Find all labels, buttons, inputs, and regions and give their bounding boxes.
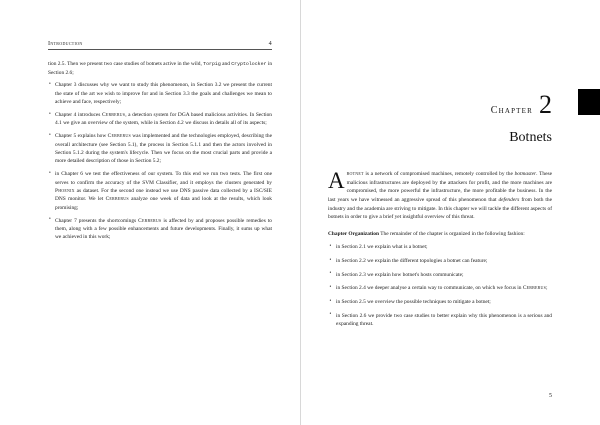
list-item: • in Section 2.6 we provide two case studies to better explain why this phenomenon is a serious and expanding threat. (328, 312, 552, 328)
right-page (300, 0, 600, 425)
chapter-organization-text: The remainder of the chapter is organized in the following fashion: (380, 230, 525, 237)
inline-code-cryptolocker: Cryptolocker (231, 62, 267, 67)
list-item: • in Section 2.1 we explain what is a botnet; (328, 243, 552, 251)
chapter-opening-paragraph: A botnet is a network of compromised machines, remotely controlled by the botmaster. These malicious infrastructures are deployed by the attackers for profit, and the more machines are compromised, the more powerful the infrastructure, the more profitable the business. In the last years we have witnessed an aggressive spread of this phenomenon that defenders from both the industry and the academia are striving to mitigate. In this chapter we will tackle the different aspects of botnets in order to give a brief yet insightful overview of this threat. (328, 168, 552, 221)
chapter-thumb-marker (578, 89, 600, 115)
term-botmaster: botmaster (514, 171, 537, 177)
term-cerberus: Cerberus (102, 112, 126, 119)
chapter-title: Botnets (509, 130, 552, 145)
opening-smallcaps: botnet (346, 171, 364, 177)
term-cerberus: Cerberus (138, 217, 162, 224)
list-item: • Chapter 5 explains how Cerberus was implemented and the technologies employed, describing the overall architecture (see Section 5.1), the process in Section 5.1.1 and then the actors involved in Section 5.1.2 during the system's lifecycle. Then we focus on the most crucial parts and provide a more detailed description of those in Section 5.2; (48, 132, 272, 166)
chapter-header (328, 90, 552, 119)
paragraph-continuation: tion 2.5. Then we present two case studies of botnets active in the wild, Torpig and Cryptolocker in Section 2.6; (48, 61, 273, 76)
term-cerberus: Cerberus (522, 285, 547, 292)
term-phoenix: Phoenix (55, 188, 75, 195)
chapter-organization-label: Chapter Organization (328, 230, 379, 237)
chapter-organization-paragraph (328, 230, 552, 239)
chapter-label: Chapter (490, 105, 533, 116)
left-page-folio: 4 (268, 40, 272, 47)
chapter-summary-list (48, 81, 272, 241)
chapter-number: 2 (539, 90, 552, 119)
list-item: • Chapter 7 presents the shortcomings Cerberus is affected by and proposes possible remedies to them, along with a few possible enhancements and future developments. Finally, it sums up what we achieved in this work; (48, 217, 272, 242)
list-item: • Chapter 4 introduces Cerberus, a detection system for DGA based malicious activities. In Section 4.1 we give an overview of the system, while in Section 4.2 we discuss in details all of its aspects; (48, 111, 272, 128)
inline-code-torpig: Torpig (203, 62, 221, 67)
term-cerberus: Cerberus (107, 133, 131, 140)
running-head-title: Introduction (48, 40, 83, 47)
section-overview-list (328, 243, 552, 327)
list-item: • in Section 2.4 we deeper analyse a certain way to communicate, on which we focus in Cerberus; (328, 284, 552, 292)
right-page-folio: 5 (549, 393, 552, 399)
list-item: • in Section 2.3 we explain how botnet's hosts communicate; (328, 271, 552, 279)
term-cerberus: Cerberus (105, 196, 129, 203)
list-item: • Chapter 3 discusses why we want to study this phenomenon, in Section 3.2 we present the current the state of the art we wish to improve for and in Section 3.3 the goals and challenges we mean to achieve and face, respectively; (48, 81, 272, 106)
list-item: • in Section 2.5 we overview the possible techniques to mitigate a botnet; (328, 298, 552, 306)
left-page-body (48, 60, 272, 242)
running-head (48, 40, 272, 50)
list-item: • in Section 2.2 we explain the different topologies a botnet can feature; (328, 257, 552, 265)
term-defenders: defenders (498, 196, 520, 203)
list-item: • in Chapter 6 we test the effectiveness of our system. To this end we run two tests. The first one serves to confirm the accuracy of the SVM Classifier, and it employs the clusters generated by Phoenix as dataset. For the second one instead we use DNS passive data collected by a ISC/SIE DNS monitor. We let Cerberus analyze one week of data and look at the results, which look promising; (48, 170, 272, 212)
drop-cap: A (328, 168, 345, 193)
